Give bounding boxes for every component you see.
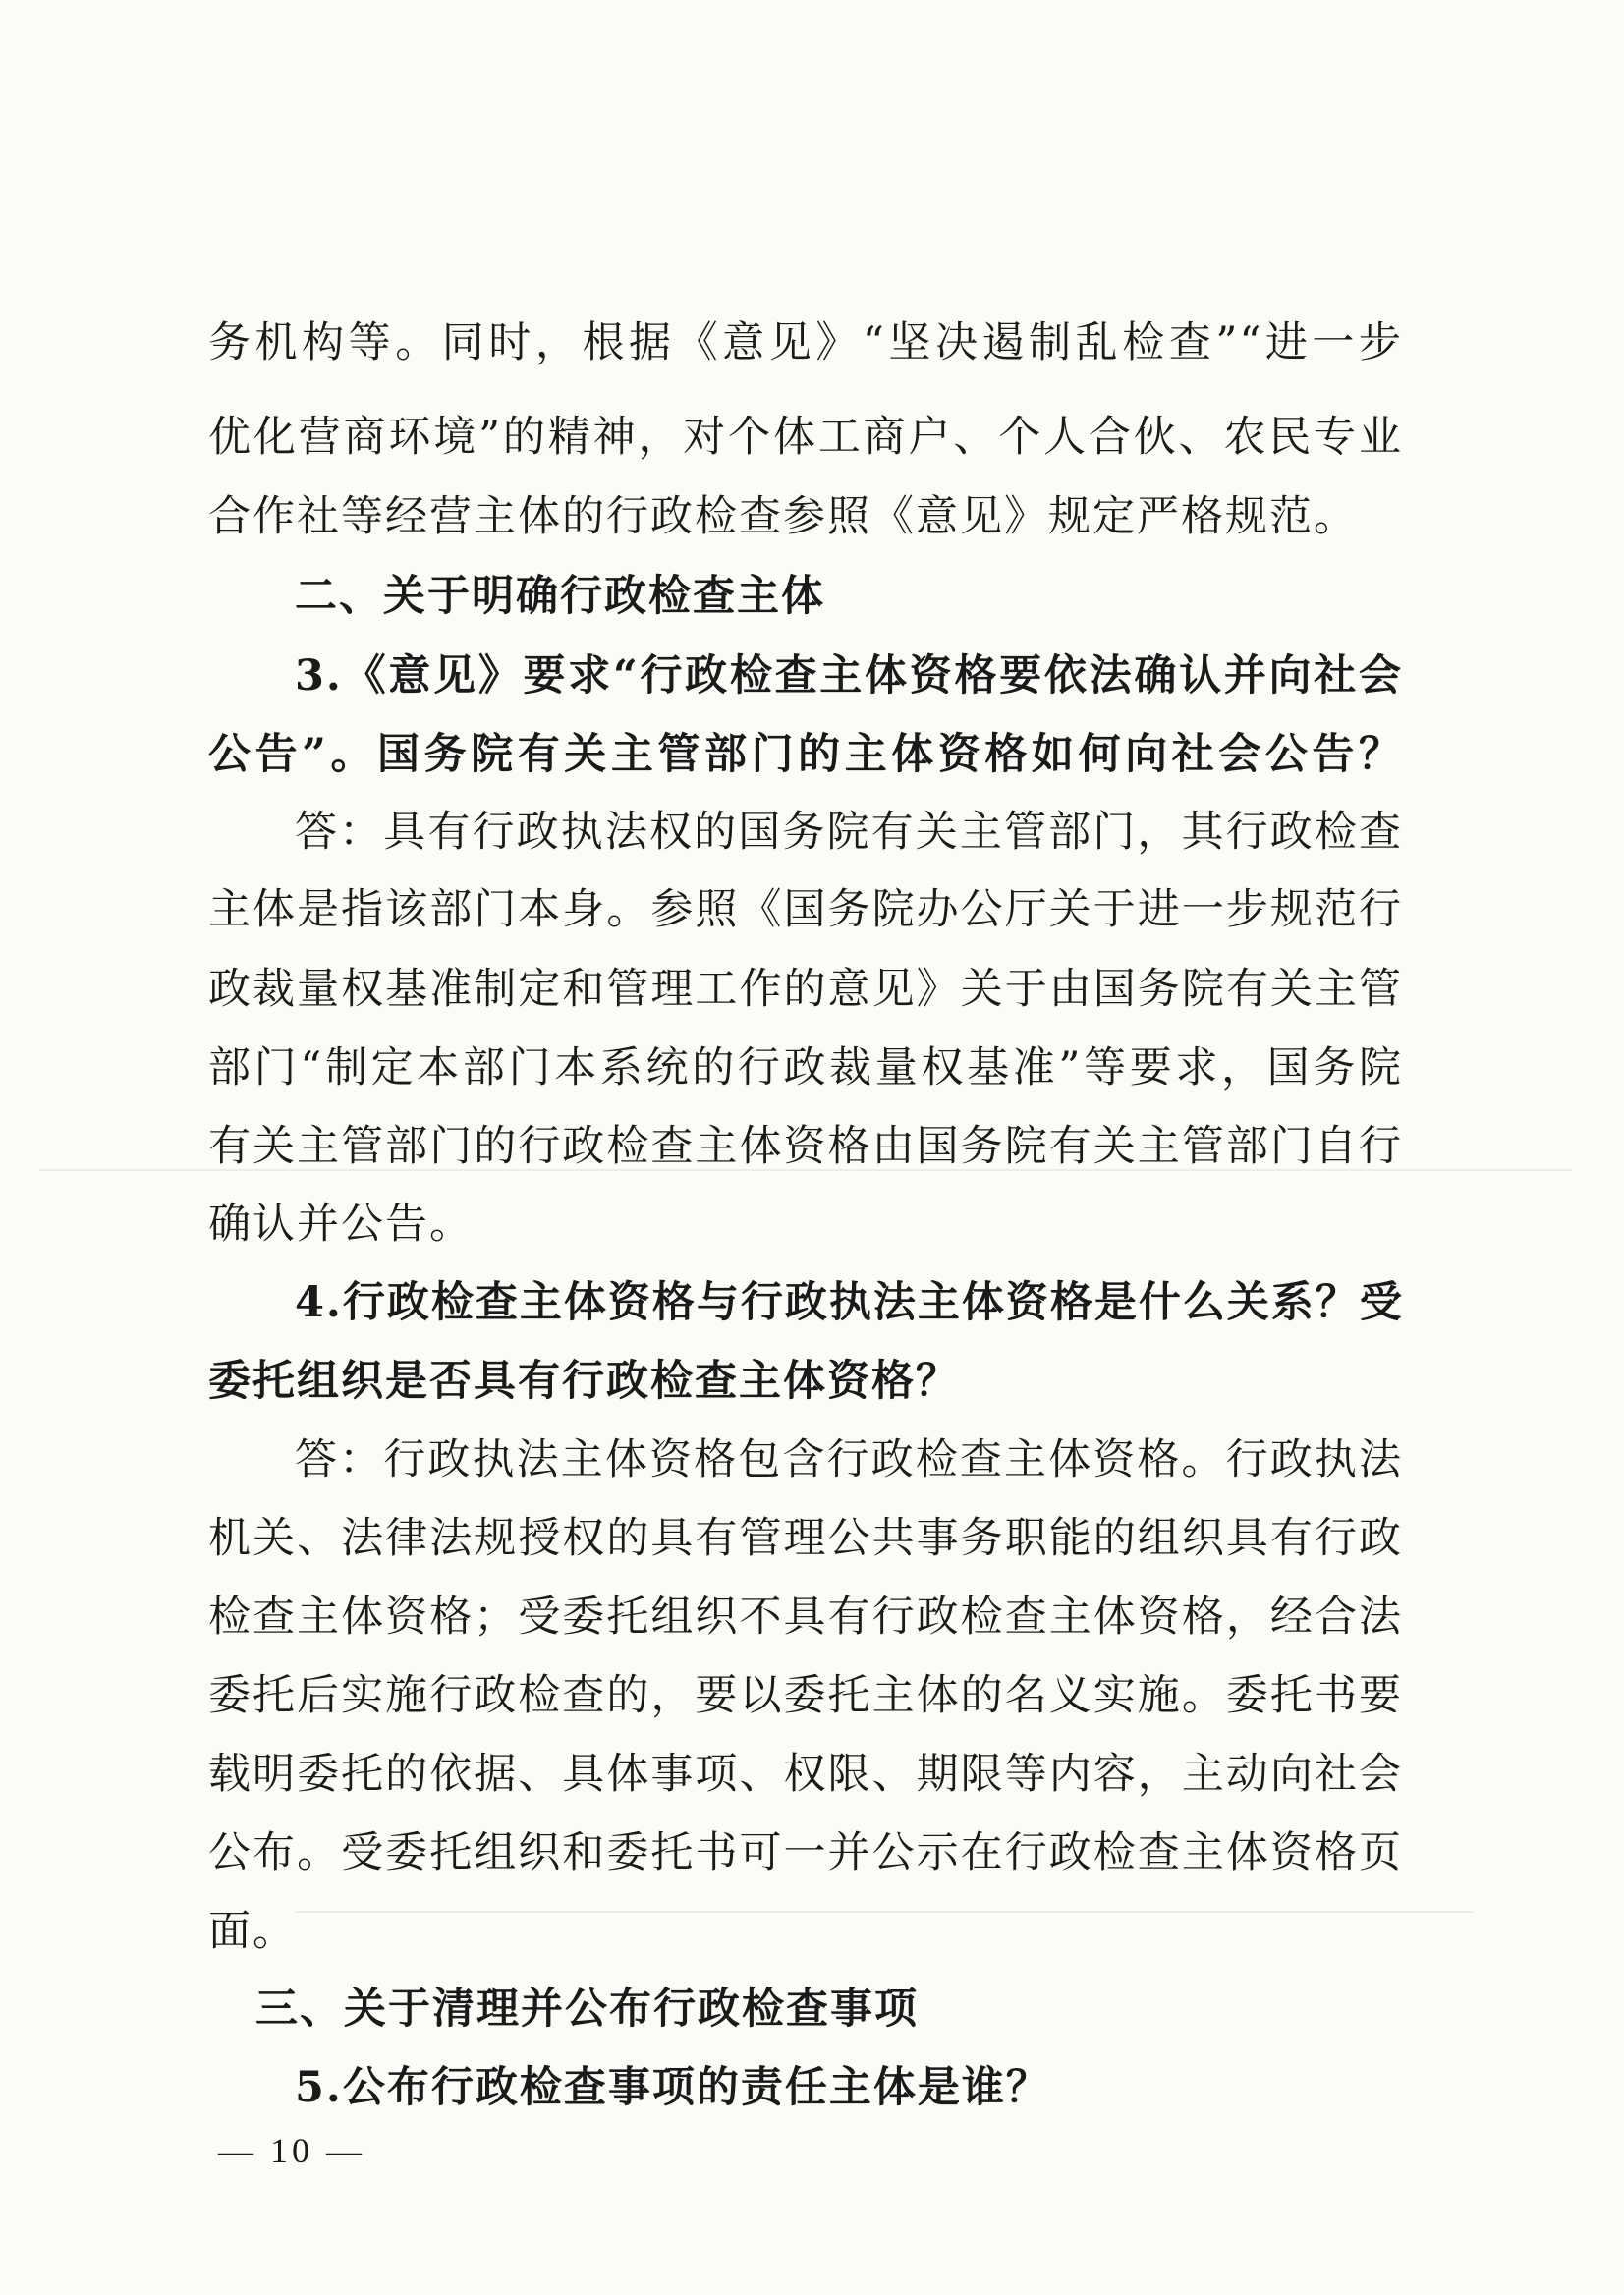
- section-heading: 三、关于清理并公布行政检查事项: [255, 1985, 919, 2034]
- answer-text-line: 政裁量权基准制定和管理工作的意见》关于由国务院有关主管: [208, 965, 1403, 1014]
- question-heading: 5.公布行政检查事项的责任主体是谁？: [295, 2063, 1050, 2112]
- answer-text-line: 确认并公告。: [208, 1200, 474, 1249]
- question-heading: 3.《意见》要求“行政检查主体资格要依法确认并向社会: [295, 651, 1403, 700]
- answer-text-line: 部门“制定本部门本系统的行政裁量权基准”等要求，国务院: [208, 1043, 1403, 1092]
- answer-text-line: 答：具有行政执法权的国务院有关主管部门，其行政检查: [295, 808, 1403, 857]
- answer-text-line: 机关、法律法规授权的具有管理公共事务职能的组织具有行政: [208, 1514, 1403, 1563]
- answer-text-line: 公布。受委托组织和委托书可一并公示在行政检查主体资格页: [208, 1828, 1403, 1877]
- answer-text-line: 主体是指该部门本身。参照《国务院办公厅关于进一步规范行: [208, 885, 1403, 934]
- question-heading: 公告”。国务院有关主管部门的主体资格如何向社会公告？: [208, 730, 1403, 779]
- answer-text-line: 面。: [208, 1907, 297, 1956]
- page-number: — 10 —: [218, 2131, 365, 2170]
- scan-artifact-line: [295, 1911, 1474, 1913]
- answer-text-line: 有关主管部门的行政检查主体资格由国务院有关主管部门自行: [208, 1122, 1403, 1171]
- body-text-line: 优化营商环境”的精神，对个体工商户、个人合伙、农民专业: [208, 413, 1403, 462]
- question-heading: 委托组织是否具有行政检查主体资格？: [208, 1357, 960, 1406]
- answer-text-line: 答：行政执法主体资格包含行政检查主体资格。行政执法: [295, 1435, 1403, 1484]
- question-heading: 4.行政检查主体资格与行政执法主体资格是什么关系？受: [295, 1278, 1404, 1327]
- section-heading: 二、关于明确行政检查主体: [295, 572, 825, 621]
- answer-text-line: 检查主体资格；受委托组织不具有行政检查主体资格，经合法: [208, 1593, 1403, 1642]
- body-text-line: 合作社等经营主体的行政检查参照《意见》规定严格规范。: [208, 492, 1358, 541]
- answer-text-line: 委托后实施行政检查的，要以委托主体的名义实施。委托书要: [208, 1671, 1403, 1720]
- answer-text-line: 载明委托的依据、具体事项、权限、期限等内容，主动向社会: [208, 1750, 1403, 1799]
- body-text-line: 务机构等。同时，根据《意见》“坚决遏制乱检查”“进一步: [208, 318, 1403, 367]
